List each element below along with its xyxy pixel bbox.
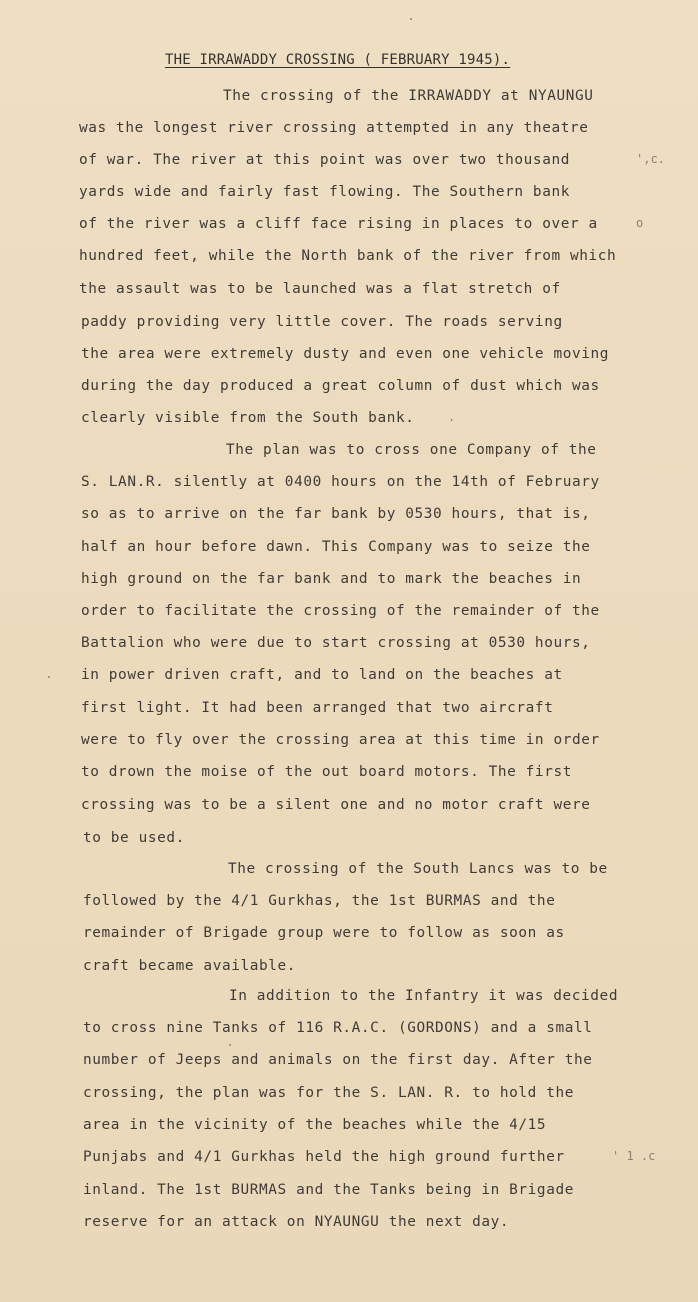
text-line: the area were extremely dusty and even one vehicle moving xyxy=(81,346,610,362)
text-line: the assault was to be launched was a flat stretch of xyxy=(79,281,561,297)
text-line: crossing, the plan was for the S. LAN. R. to hold the xyxy=(83,1085,574,1101)
text-line: to be used. xyxy=(83,830,185,846)
margin-mark: . xyxy=(448,410,456,424)
text-line: to cross nine Tanks of 116 R.A.C. (GORDONS) and a small xyxy=(83,1020,593,1036)
text-line: remainder of Brigade group were to follow as soon as xyxy=(83,925,565,941)
margin-mark: o xyxy=(636,216,644,230)
text-line: The crossing of the South Lancs was to be xyxy=(228,861,608,877)
text-line: clearly visible from the South bank. xyxy=(81,410,415,426)
document-title: THE IRRAWADDY CROSSING ( FEBRUARY 1945). xyxy=(165,52,511,68)
paper-speck xyxy=(410,18,412,20)
paper-speck xyxy=(48,676,50,678)
text-line: hundred feet, while the North bank of the river from which xyxy=(79,248,617,264)
text-line: high ground on the far bank and to mark the beaches in xyxy=(81,571,582,587)
text-line: inland. The 1st BURMAS and the Tanks being in Brigade xyxy=(83,1182,574,1198)
text-line: so as to arrive on the far bank by 0530 hours, that is, xyxy=(81,506,591,522)
text-line: followed by the 4/1 Gurkhas, the 1st BURMAS and the xyxy=(83,893,556,909)
text-line: The crossing of the IRRAWADDY at NYAUNGU xyxy=(223,88,594,104)
text-line: during the day produced a great column of dust which was xyxy=(81,378,600,394)
margin-mark: ',c. xyxy=(636,152,665,166)
text-line: of the river was a cliff face rising in places to over a xyxy=(79,216,598,232)
margin-mark: ' 1 .c xyxy=(612,1149,656,1163)
text-line: Battalion who were due to start crossing at 0530 hours, xyxy=(81,635,591,651)
text-line: In addition to the Infantry it was decided xyxy=(229,988,619,1004)
text-line: crossing was to be a silent one and no motor craft were xyxy=(81,797,591,813)
text-line: in power driven craft, and to land on the beaches at xyxy=(81,667,563,683)
text-line: was the longest river crossing attempted in any theatre xyxy=(79,120,589,136)
text-line: craft became available. xyxy=(83,958,297,974)
text-line: of war. The river at this point was over two thousand xyxy=(79,152,570,168)
text-line: paddy providing very little cover. The roads serving xyxy=(81,314,563,330)
text-line: to drown the moise of the out board motors. The first xyxy=(81,764,572,780)
text-line: The plan was to cross one Company of the xyxy=(226,442,597,458)
text-line: first light. It had been arranged that two aircraft xyxy=(81,700,554,716)
text-line: number of Jeeps and animals on the first day. After the xyxy=(83,1052,593,1068)
text-line: S. LAN.R. silently at 0400 hours on the 14th of February xyxy=(81,474,600,490)
text-line: yards wide and fairly fast flowing. The Southern bank xyxy=(79,184,570,200)
paper-speck xyxy=(229,1044,231,1046)
text-line: reserve for an attack on NYAUNGU the next day. xyxy=(83,1214,510,1230)
text-line: order to facilitate the crossing of the remainder of the xyxy=(81,603,600,619)
text-line: were to fly over the crossing area at this time in order xyxy=(81,732,600,748)
text-line: Punjabs and 4/1 Gurkhas held the high ground further xyxy=(83,1149,565,1165)
text-line: half an hour before dawn. This Company was to seize the xyxy=(81,539,591,555)
text-line: area in the vicinity of the beaches while the 4/15 xyxy=(83,1117,547,1133)
